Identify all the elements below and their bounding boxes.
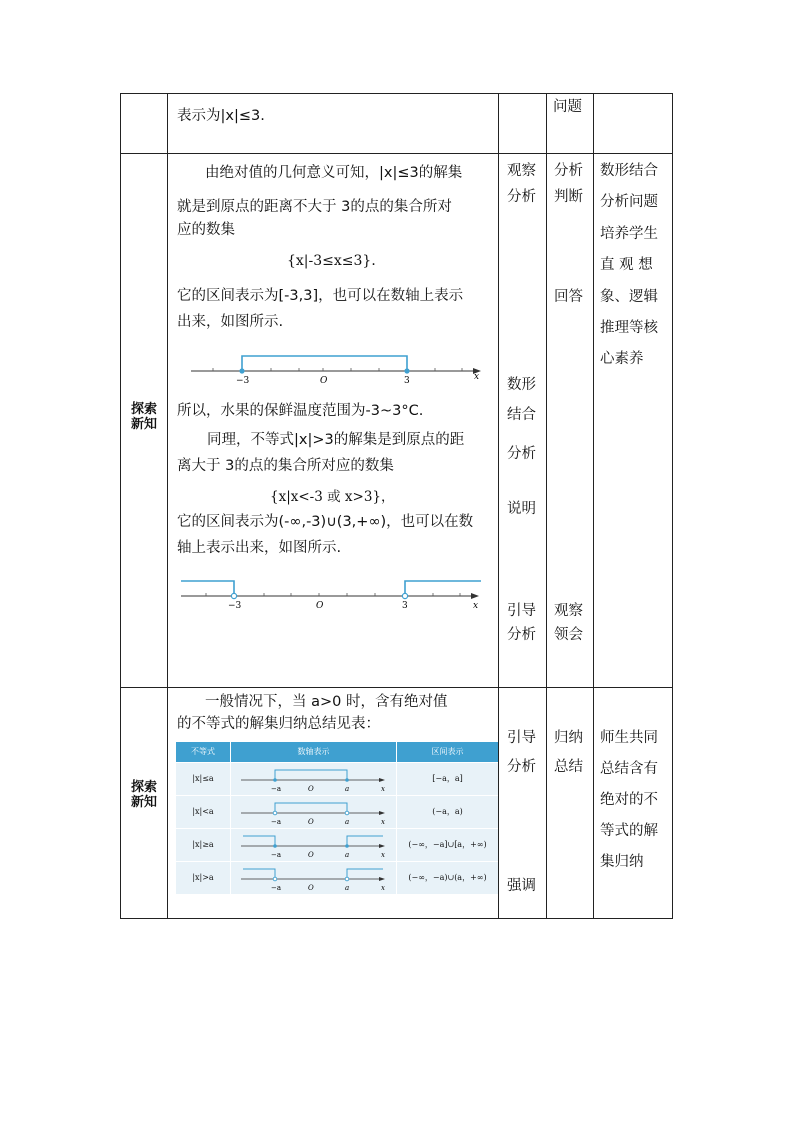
mini-number-line <box>231 796 396 828</box>
svg-text:−a: −a <box>271 785 282 793</box>
interval-cell: (−∞，−a]∪[a，+∞) <box>408 840 487 849</box>
section-label: 探索新知 <box>130 402 157 432</box>
inequality-cell: |x|<a <box>192 807 214 816</box>
svg-text:a: a <box>345 785 350 793</box>
paragraph-line: 出来，如图所示. <box>177 314 284 330</box>
row-divider <box>121 687 672 688</box>
interval-cell: (−∞，−a)∪(a，+∞) <box>408 873 487 882</box>
inequality-cell: |x|≥a <box>192 840 214 849</box>
axis-label: x <box>474 372 480 382</box>
row1-content: 表示为|x|≤3. <box>177 108 265 124</box>
paragraph-line: 同理，不等式|x|>3的解集是到原点的距 <box>207 432 465 448</box>
svg-text:x: x <box>381 785 385 793</box>
section-label: 探索新知 <box>130 780 157 810</box>
col-divider <box>498 94 499 918</box>
mini-number-line <box>231 829 396 861</box>
header-cell: 数轴表示 <box>231 742 396 762</box>
paragraph-line: 由绝对值的几何意义可知，|x|≤3的解集 <box>205 165 463 181</box>
svg-text:x: x <box>381 851 385 859</box>
tick-label: 3 <box>402 601 408 611</box>
tick-label: −3 <box>236 376 250 386</box>
number-line-open <box>176 571 486 611</box>
number-line-closed <box>181 346 491 386</box>
axis-label: x <box>473 601 479 611</box>
set-expression: {x|x<-3 或 x>3}， <box>270 489 395 505</box>
svg-text:−a: −a <box>271 851 282 859</box>
origin-label: O <box>320 376 328 386</box>
tick-label: −3 <box>228 601 242 611</box>
interval-cell: [−a，a] <box>432 774 463 783</box>
svg-text:O: O <box>308 851 314 859</box>
summary-table <box>176 742 498 894</box>
mini-number-line <box>231 763 396 795</box>
header-cell: 区间表示 <box>397 742 498 762</box>
tick-label: 3 <box>404 376 410 386</box>
svg-text:a: a <box>345 884 350 892</box>
paragraph-line: 轴上表示出来，如图所示. <box>177 540 342 556</box>
origin-label: O <box>316 601 324 611</box>
paragraph-line: 所以，水果的保鲜温度范围为-3~3°C. <box>177 403 424 419</box>
paragraph-line: 一般情况下，当 a>0 时，含有绝对值 <box>205 694 448 710</box>
col-divider <box>167 94 168 918</box>
svg-text:O: O <box>308 818 314 826</box>
paragraph-line: 就是到原点的距离不大于 3的点的集合所对 <box>177 199 452 215</box>
paragraph-line: 的不等式的解集归纳总结见表： <box>177 716 380 732</box>
svg-text:x: x <box>381 884 385 892</box>
svg-text:a: a <box>345 851 350 859</box>
header-cell: 不等式 <box>176 742 230 762</box>
inequality-cell: |x|≤a <box>192 774 214 783</box>
row1-teacher: 问题 <box>553 99 582 115</box>
svg-text:x: x <box>381 818 385 826</box>
inequality-cell: |x|>a <box>192 873 214 882</box>
paragraph-line: 应的数集 <box>177 222 235 238</box>
svg-text:O: O <box>308 884 314 892</box>
svg-text:O: O <box>308 785 314 793</box>
col-divider <box>546 94 547 918</box>
row-divider <box>121 153 672 154</box>
col-divider <box>593 94 594 918</box>
interval-cell: (−a，a) <box>432 807 463 816</box>
svg-text:−a: −a <box>271 818 282 826</box>
svg-text:−a: −a <box>271 884 282 892</box>
paragraph-line: 它的区间表示为(-∞,-3)∪(3,+∞)，也可以在数 <box>177 514 474 530</box>
lesson-table: 表示为|x|≤3. 问题 探索新知 由绝对值的几何意义可知，|x|≤3的解集 就是到原点的距离不大于 3的点的集合所对 应的数集 {x|-3≤x≤3}． 它的区间表示为[-3,3]，也可以在数轴上表示 出来，如图所示. −3 O 3 x 所以，水果的保鲜温度范围为-3~3°C. 同理，不等式|x|>3的解集是到原点的距 离大于 3的点的集合所对应的数集 {x|x<-3 或 x>3}， 它的区间表示为(-∞,-3)∪(3,+∞)，也可以在数 轴上表示出来，如图所示. −3 O 3 x 观察 分析 数形 结合 分析 说明 引导 分析 分析 判断 回答 观察 领会 数形结合 分析问题 培养学生 直 观 想 象、逻辑 推理等核 心素养 探索新知 一般情况下，当 a>0 时，含有绝对值 的不等式的解集归纳总结见表： 不等式 数轴表示 区间表示 |x|≤a |x|<a |x|≥a |x|>a [−a，a] (−a，a) (−∞，−a]∪[a，+∞) (−∞，−a)∪(a，+∞) −a O a x −a O a x −a O a x −a O a x 引导 分析 强调 归纳 总结 师生共同 总结含有 绝对的不 等式的解 集归纳 <box>120 93 673 919</box>
set-expression: {x|-3≤x≤3}． <box>287 253 386 269</box>
svg-text:a: a <box>345 818 350 826</box>
paragraph-line: 离大于 3的点的集合所对应的数集 <box>177 458 394 474</box>
paragraph-line: 它的区间表示为[-3,3]，也可以在数轴上表示 <box>177 288 464 304</box>
mini-number-line <box>231 862 396 894</box>
